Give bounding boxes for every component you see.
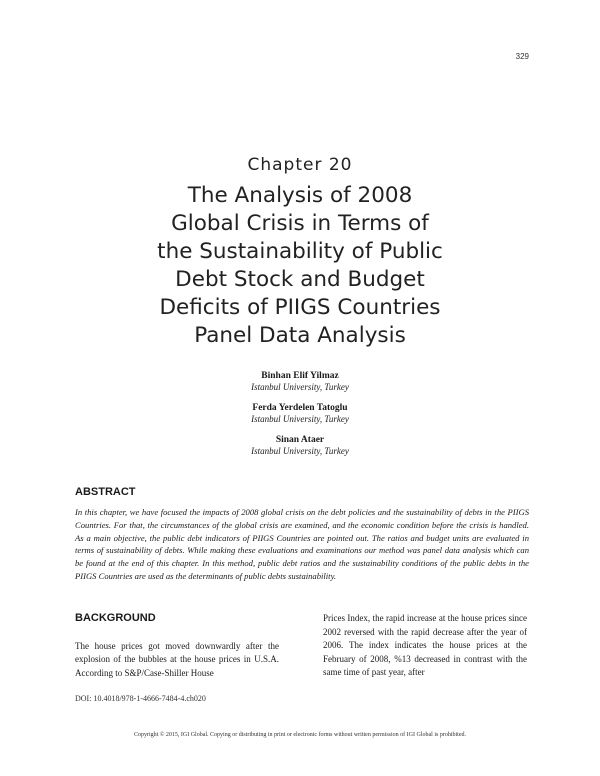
title-line: The Analysis of 2008	[187, 183, 413, 208]
chapter-label: Chapter 20	[247, 155, 353, 175]
author-affiliation: Istanbul University, Turkey	[251, 446, 349, 456]
author-name: Sinan Ataer	[275, 435, 325, 445]
body-paragraph: The house prices got moved downwardly after the explosion of the bubbles at the house prices in U.S.A. According to S&P/Case-Shiller House	[75, 640, 279, 678]
title-line: Deficits of PIIGS Countries	[159, 295, 441, 320]
author-affiliation: Istanbul University, Turkey	[251, 382, 349, 392]
background-heading: BACKGROUND	[75, 612, 156, 624]
author-block	[0, 370, 600, 393]
author-name: Ferda Yerdelen Tatoglu	[252, 403, 348, 413]
page-number: 329	[515, 52, 529, 61]
title-line: Global Crisis in Terms of	[171, 211, 429, 236]
author-list	[0, 370, 600, 466]
title-line: Panel Data Analysis	[194, 323, 406, 348]
body-column-left	[75, 612, 279, 680]
author-name: Binhan Elif Yilmaz	[261, 371, 339, 381]
author-block	[0, 402, 600, 425]
title-line: Debt Stock and Budget	[175, 267, 425, 292]
author-affiliation: Istanbul University, Turkey	[251, 414, 349, 424]
abstract-text: In this chapter, we have focused the impacts of 2008 global crisis on the debt policies and the sustainability of debts in the PIIGS Countries. For that, the circumstances of the global crisis are examined, and the economic condition before the crisis is handled. As a main objective, the public debt indicators of PIIGS Countries are pointed out. The ratios and budget units are evaluated in terms of sustainability of debts. While making these evaluations and examinations our method was panel data analysis which can be found at the end of this chapter. In this method, public debt ratios and the sustainability conditions of the public debts in the PIIGS Countries are used as the determinants of public debts sustainability.	[75, 507, 529, 581]
abstract-heading: ABSTRACT	[75, 486, 136, 498]
body-column-right	[323, 612, 527, 680]
doi-label: DOI: 10.4018/978-1-4666-7484-4.ch020	[75, 694, 206, 703]
author-block	[0, 434, 600, 457]
title-line: the Sustainability of Public	[157, 239, 443, 264]
body-paragraph: Prices Index, the rapid increase at the house prices since 2002 reversed with the rapid decrease after the year of 2006. The index indicates the house prices at the February of 2008, %13 decreased in contrast with the same time of past year, after	[323, 613, 527, 678]
copyright-footer: Copyright © 2015, IGI Global. Copying or distributing in print or electronic forms without written permission of IGI Global is prohibited.	[133, 732, 466, 738]
chapter-title	[60, 182, 540, 350]
